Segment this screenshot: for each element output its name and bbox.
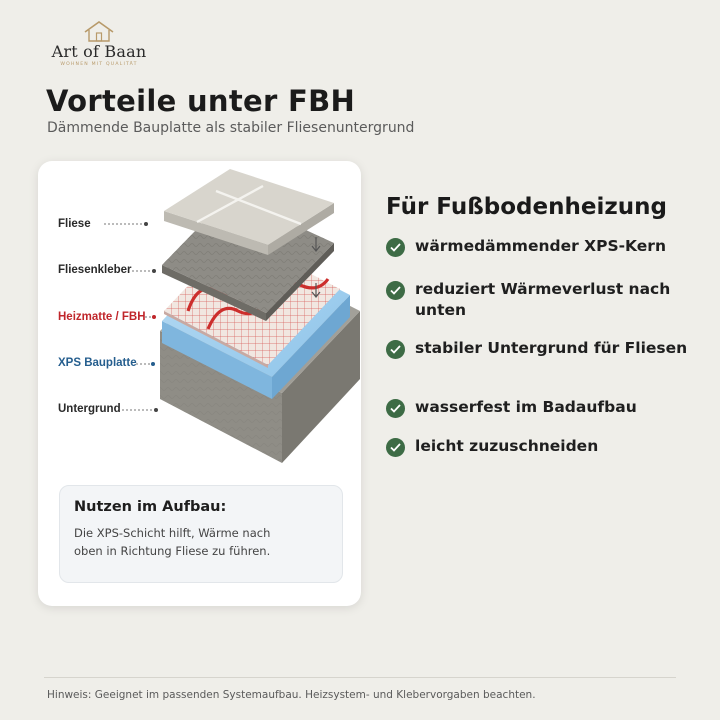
page-title: Vorteile unter FBH [46, 84, 356, 118]
features-heading: Für Fußbodenheizung [386, 194, 667, 220]
brand-tagline: WOHNEN MIT QUALITÄT [60, 62, 138, 67]
feature-text: reduziert Wärmeverlust nach unten [415, 280, 671, 319]
brand-logo [44, 20, 154, 72]
layer-label-xps: XPS Bauplatte [58, 357, 137, 369]
check-icon [386, 238, 405, 257]
check-icon [386, 281, 405, 300]
brand-name: Art of Baan [51, 42, 147, 61]
feature-text: wärmedämmender XPS-Kern [415, 237, 666, 255]
layer-label-fliesenkleber: Fliesenkleber [58, 264, 132, 276]
check-icon [386, 340, 405, 359]
page-subtitle: Dämmende Bauplatte als stabiler Fliesenuntergrund [47, 120, 415, 136]
feature-text: leicht zuzuschneiden [415, 437, 599, 455]
footer-note: Hinweis: Geeignet im passenden Systemaufbau. Heizsystem- und Klebervorgaben beachten. [47, 689, 536, 701]
benefit-text: Die XPS-Schicht hilft, Wärme nach oben in Richtung Fliese zu führen. [74, 526, 271, 558]
check-icon [386, 399, 405, 418]
benefit-title: Nutzen im Aufbau: [74, 499, 227, 515]
layer-label-heizmatte: Heizmatte / FBH [58, 311, 146, 323]
check-icon [386, 438, 405, 457]
layer-card [38, 161, 361, 606]
layer-label-fliese: Fliese [58, 218, 91, 230]
feature-text: wasserfest im Badaufbau [415, 398, 637, 416]
layer-label-untergrund: Untergrund [58, 403, 121, 415]
house-outline-icon [82, 20, 116, 42]
footer-divider [44, 677, 676, 678]
benefit-box [59, 485, 343, 583]
feature-text: stabiler Untergrund für Fliesen [415, 339, 688, 357]
